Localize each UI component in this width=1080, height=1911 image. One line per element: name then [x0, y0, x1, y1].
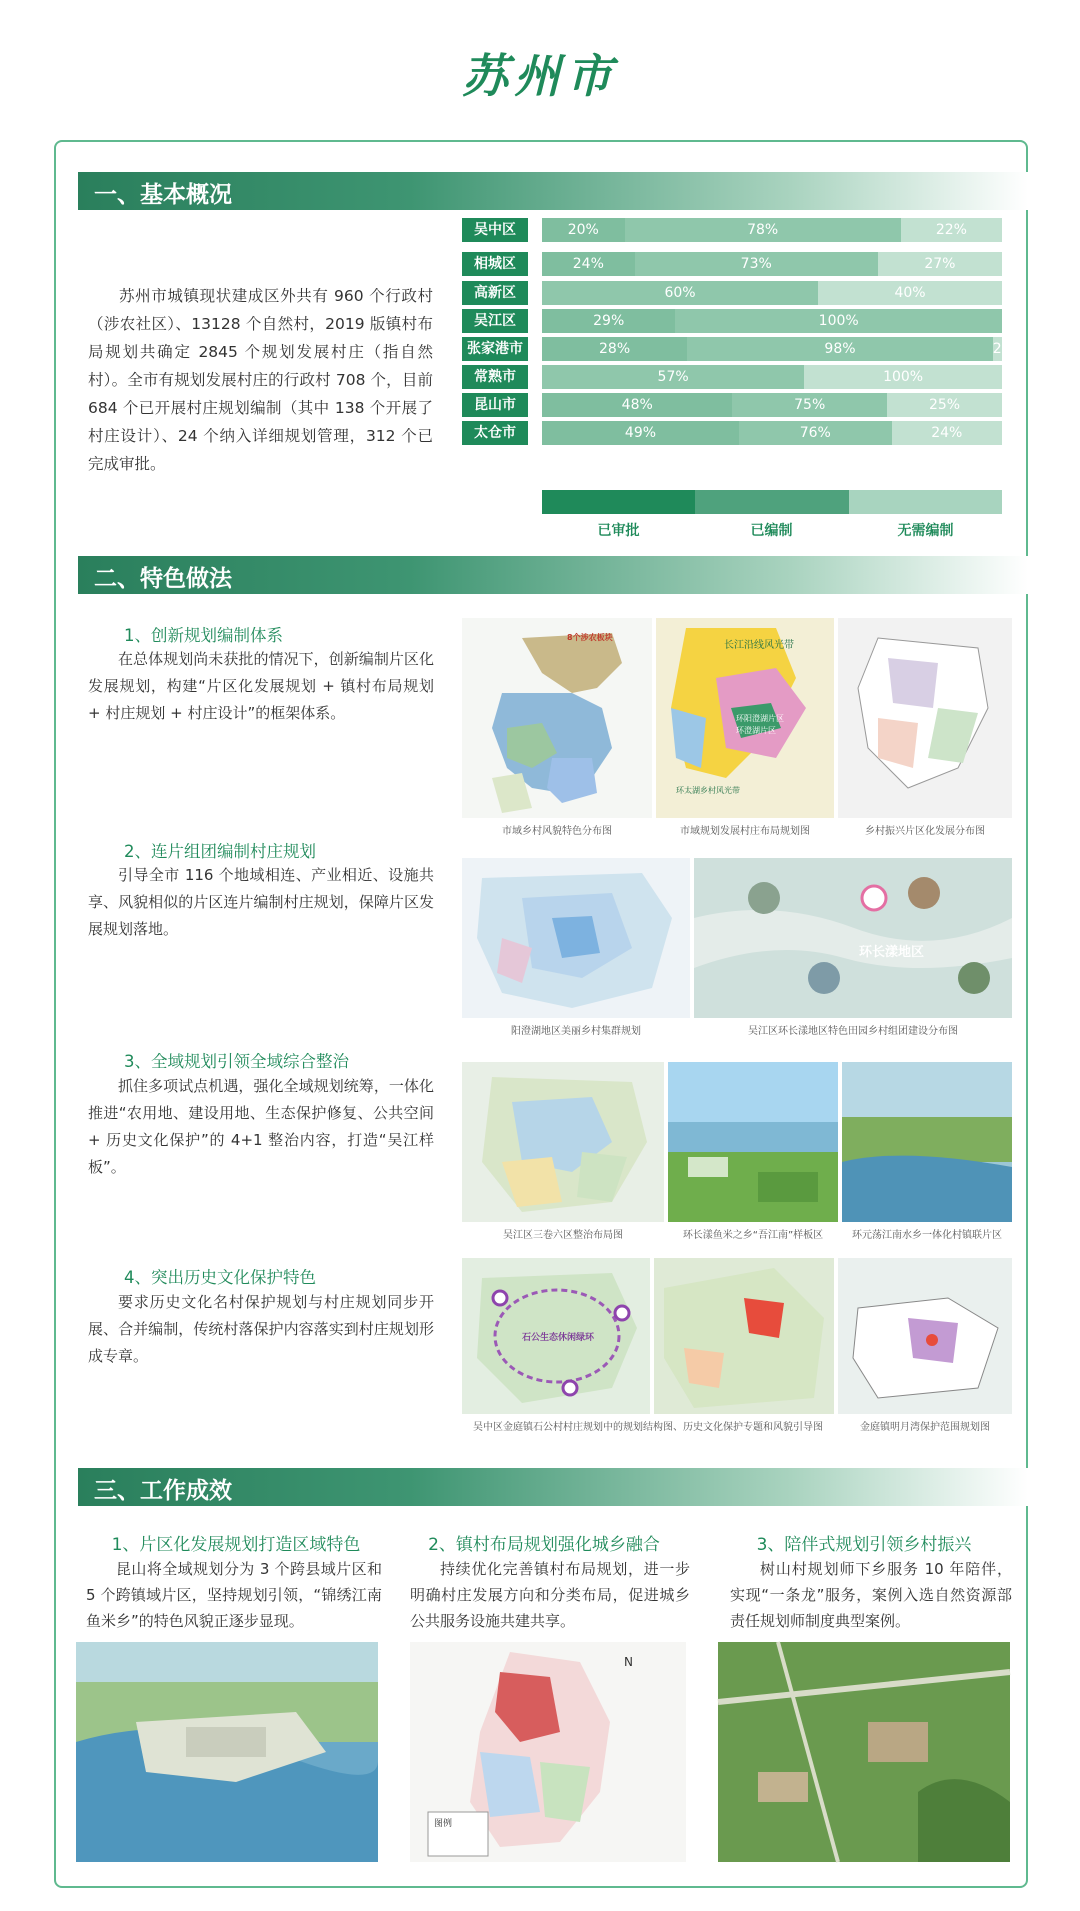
result-2-text: 持续优化完善镇村布局规划，进一步明确村庄发展方向和分类布局，促进城乡公共服务设施共建共享。: [410, 1560, 690, 1630]
bar-segment-已审批: 28%: [542, 337, 687, 361]
map-shushan-village-aerial: [718, 1642, 1010, 1862]
result-1-heading: 1、片区化发展规划打造区域特色: [111, 1535, 361, 1555]
bar-segment-无需编制: 100%: [804, 365, 1002, 389]
caption: 乡村振兴片区化发展分布图: [865, 826, 985, 837]
chart-row: [462, 337, 1016, 361]
map-label: 长江沿线风光带: [724, 640, 794, 651]
map-yangcheng-lake: [462, 858, 690, 1018]
map-shigong-structure: [462, 1258, 650, 1414]
section-header-results: [78, 1468, 1028, 1506]
page-title: 苏州市: [462, 49, 618, 103]
section-title: 三、工作成效: [94, 1478, 232, 1504]
caption: 金庭镇明月湾保护范围规划图: [860, 1422, 990, 1433]
map-label: 环澄湖片区: [736, 726, 776, 735]
map-mingyuewan-protection: [838, 1258, 1012, 1414]
caption: 吴江区环长漾地区特色田园乡村组团建设分布图: [748, 1026, 958, 1037]
chart-row: [462, 309, 1012, 333]
bar-segment-已编制: 73%: [635, 252, 878, 276]
caption: 市域乡村风貌特色分布图: [502, 826, 612, 837]
chart-row: [462, 393, 1012, 417]
region-label: 张家港市: [462, 337, 528, 361]
region-label: 昆山市: [462, 393, 528, 417]
result-2-heading: 2、镇村布局规划强化城乡融合: [428, 1535, 660, 1555]
bar-segment-已审批: 24%: [542, 252, 635, 276]
result-1-text: 昆山将全域规划分为 3 个跨县域片区和 5 个跨镇域片区，坚持规划引领，“锦绣江南鱼米乡”的特色风貌正逐步显现。: [86, 1560, 382, 1630]
caption: 吴中区金庭镇石公村村庄规划中的规划结构图、历史文化保护专题和风貌引导图: [473, 1422, 823, 1433]
bar-segment-已编制: 75%: [732, 393, 887, 417]
bar-segment-已审批: 20%: [542, 218, 625, 242]
legend-label-compiled: 已编制: [750, 523, 793, 539]
bar-track: [542, 252, 1002, 276]
bar-segment-无需编制: 40%: [818, 281, 1002, 305]
north-arrow: N: [624, 1655, 633, 1669]
bar-segment-已编制: 98%: [687, 337, 993, 361]
bar-track: [542, 281, 1002, 305]
legend-swatch-none: [849, 490, 1002, 514]
result-3-heading: 3、陪伴式规划引领乡村振兴: [756, 1535, 972, 1555]
chart-row: [462, 252, 1012, 276]
bar-segment-已编制: 76%: [739, 421, 892, 445]
bar-segment-无需编制: 27%: [878, 252, 1002, 276]
chart-row: [462, 218, 1012, 242]
practice-1-heading: 1、创新规划编制体系: [124, 626, 283, 645]
bar-track: [542, 393, 1002, 417]
section-title: 一、基本概况: [94, 182, 232, 208]
legend-label-approved: 已审批: [597, 523, 640, 539]
chart-row: [462, 421, 1012, 445]
map-wujiang-remediation: [462, 1062, 664, 1222]
result-3-text: 树山村规划师下乡服务 10 年陪伴，实现“一条龙”服务，案例入选自然资源部责任规划师制度典型案例。: [730, 1560, 1012, 1630]
bar-track: [542, 421, 1002, 445]
bar-segment-已审批: 29%: [542, 309, 675, 333]
bar-segment-已审批: 49%: [542, 421, 739, 445]
bar-segment-已编制: 78%: [625, 218, 901, 242]
map-label: 环阳澄湖片区: [736, 714, 784, 723]
photo-fish-rice-village: [668, 1062, 838, 1222]
map-shigong-heritage: [654, 1258, 834, 1414]
bar-segment-已编制: 57%: [542, 365, 804, 389]
legend-swatch-compiled: [695, 490, 849, 514]
bar-segment-无需编制: 25%: [887, 393, 1002, 417]
bar-segment-无需编制: 24%: [892, 421, 1002, 445]
map-label: 环太湖乡村风光带: [676, 786, 740, 795]
practice-4-text: 要求历史文化名村保护规划与村庄规划同步开展、合并编制，传统村落保护内容落实到村庄规划形成专章。: [88, 1293, 434, 1365]
map-label: 石公生态休闲绿环: [522, 1333, 595, 1343]
practice-3-heading: 3、全域规划引领全域综合整治: [124, 1052, 349, 1071]
intro-paragraph: 苏州市城镇现状建成区外共有 960 个行政村（涉农社区）、13128 个自然村，2019 版镇村布局规划共确定 2845 个规划发展村庄（指自然村）。全市有规划发展村庄的行政村 708 个，目前 684 个已开展村庄规划编制（其中 138 个开展了村庄设计）、24 个纳入详细规划管理，312 个已完成审批。: [88, 287, 433, 473]
section-header-practices: [78, 556, 1028, 594]
bar-segment-已编制: 100%: [675, 309, 1002, 333]
bar-track: [542, 337, 1016, 361]
caption: 市域规划发展村庄布局规划图: [680, 826, 810, 837]
map-village-layout: [656, 618, 834, 818]
section-header-overview: [78, 172, 1028, 210]
bar-segment-无需编制: 22%: [901, 218, 1002, 242]
practice-4-heading: 4、突出历史文化保护特色: [124, 1268, 316, 1287]
map-changyang-area: [694, 858, 1012, 1018]
caption: 阳澄湖地区美丽乡村集群规划: [511, 1026, 641, 1037]
region-label: 吴中区: [462, 218, 528, 242]
practice-1-text: 在总体规划尚未获批的情况下，创新编制片区化发展规划，构建“片区化发展规划 + 镇村布局规划 + 村庄规划 + 村庄设计”的框架体系。: [88, 650, 434, 722]
practice-3-text: 抓住多项试点机遇，强化全域规划统筹，一体化推进“农用地、建设用地、生态保护修复、公共空间 + 历史文化保护”的 4+1 整治内容，打造“吴江样板”。: [88, 1077, 434, 1176]
bar-track: [542, 309, 1002, 333]
bar-segment-已编制: 60%: [542, 281, 818, 305]
caption: 吴江区三卷六区整治布局图: [503, 1230, 623, 1241]
legend-swatch-approved: [542, 490, 695, 514]
section-title: 二、特色做法: [94, 566, 232, 592]
legend-bar: [542, 490, 1002, 512]
region-label: 吴江区: [462, 309, 528, 333]
bar-track: [542, 218, 1002, 242]
practice-2-heading: 2、连片组团编制村庄规划: [124, 842, 316, 861]
region-label: 常熟市: [462, 365, 528, 389]
map-rural-style: [462, 618, 652, 818]
chart-row: [462, 281, 1012, 305]
map-label: 环长漾地区: [859, 945, 925, 960]
approval-bar-chart: [462, 218, 1016, 539]
bar-segment-无需编制: 2%: [993, 337, 1002, 361]
region-label: 高新区: [462, 281, 528, 305]
caption: 环元荡江南水乡一体化村镇联片区: [852, 1230, 1002, 1241]
practice-2-text: 引导全市 116 个地域相连、产业相近、设施共享、风貌相似的片区连片编制村庄规划，保障片区发展规划落地。: [88, 866, 434, 938]
bar-segment-已审批: 48%: [542, 393, 732, 417]
map-badge: 8个涉农板块: [567, 633, 613, 642]
chart-row: [462, 365, 1012, 389]
bar-track: [542, 365, 1002, 389]
region-label: 太仓市: [462, 421, 528, 445]
region-label: 相城区: [462, 252, 528, 276]
map-legend: 图例: [434, 1819, 453, 1829]
legend-label-none: 无需编制: [897, 523, 954, 539]
map-revitalization-zones: [838, 618, 1012, 818]
caption: 环长漾鱼米之乡“吾江南”样板区: [682, 1230, 824, 1241]
render-kunshan-aerial: [76, 1642, 378, 1862]
map-town-village-layout: [410, 1642, 686, 1862]
photo-yuandang-water-town: [842, 1062, 1012, 1222]
